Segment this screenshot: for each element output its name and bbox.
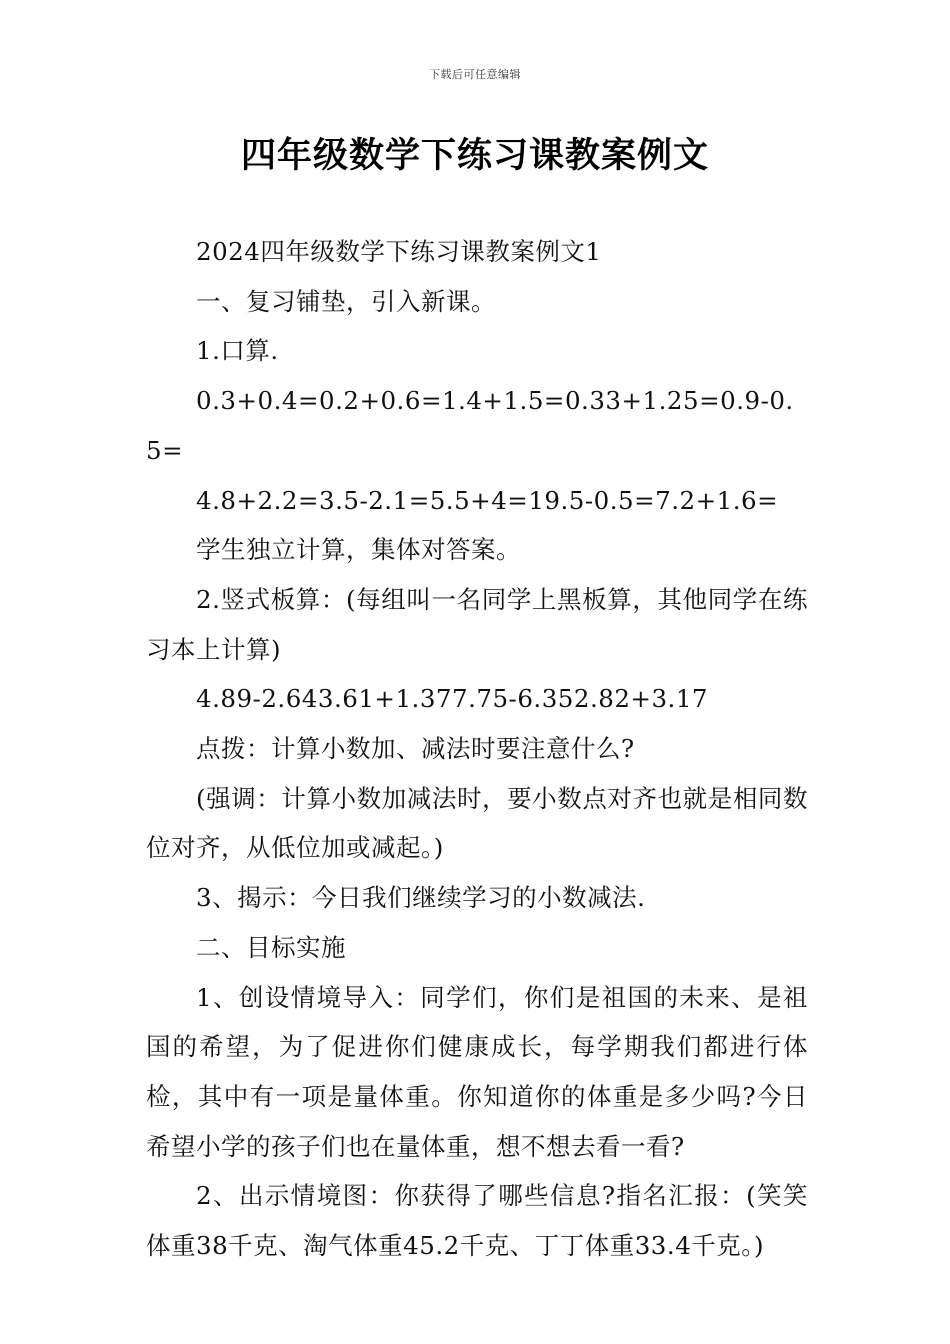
paragraph-emphasis: (强调：计算小数加减法时，要小数点对齐也就是相同数位对齐，从低位加或减起。) <box>146 783 808 863</box>
paragraph-mental-math-row-2: 4.8+2.2=3.5-2.1=5.5+4=19.5-0.5=7.2+1.6= <box>196 485 779 515</box>
paragraph-mental-math-heading: 1.口算. <box>196 336 279 366</box>
paragraph-scenario-image: 2、出示情境图：你获得了哪些信息?指名汇报：(笑笑体重38千克、淘气体重45.2千克、丁丁体重33.4千克。) <box>146 1181 808 1261</box>
paragraph-mental-math-row-1: 0.3+0.4=0.2+0.6=1.4+1.5=0.33+1.25=0.9-0.5= <box>146 386 794 465</box>
paragraph-section-2-heading: 二、目标实施 <box>196 932 346 962</box>
document-body <box>146 227 808 1271</box>
document-title: 四年级数学下练习课教案例文 <box>240 136 709 176</box>
paragraph-section-1-heading: 一、复习铺垫，引入新课。 <box>196 286 496 316</box>
header-note: 下载后可任意编辑 <box>429 68 521 81</box>
paragraph-reveal: 3、揭示：今日我们继续学习的小数减法. <box>196 883 646 913</box>
paragraph-vertical-calc-problems: 4.89-2.643.61+1.377.75-6.352.82+3.17 <box>196 684 709 714</box>
paragraph-independent-calc: 学生独立计算，集体对答案。 <box>196 535 521 565</box>
paragraph-subtitle: 2024四年级数学下练习课教案例文1 <box>196 237 602 266</box>
paragraph-hint: 点拨：计算小数加、减法时要注意什么? <box>196 734 635 764</box>
paragraph-scenario-intro: 1、创设情境导入：同学们，你们是祖国的未来、是祖国的希望，为了促进你们健康成长，每学期我们都进行体检，其中有一项是量体重。你知道你的体重是多少吗?今日希望小学的孩子们也在量体重，想不想去看一看? <box>146 982 808 1161</box>
paragraph-vertical-calc: 2.竖式板算：(每组叫一名同学上黑板算，其他同学在练习本上计算) <box>146 584 808 664</box>
